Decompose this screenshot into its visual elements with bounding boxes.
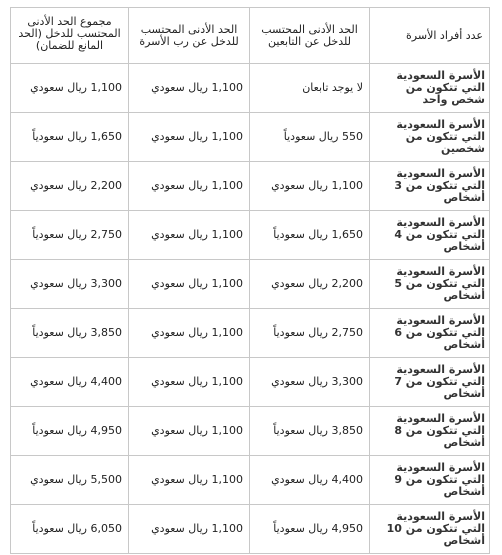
dependents-amount-cell: 2,200 ريال سعودي <box>250 260 370 309</box>
head-amount-cell: 1,100 ريال سعودي <box>129 358 250 407</box>
head-amount-cell: 1,100 ريال سعودي <box>129 64 250 113</box>
dependents-amount-cell: 1,650 ريال سعودياً <box>250 211 370 260</box>
head-amount-cell: 1,100 ريال سعودي <box>129 260 250 309</box>
header-family-members: عدد أفراد الأسرة <box>370 8 490 64</box>
total-amount-cell: 3,850 ريال سعودياً <box>11 309 129 358</box>
family-size-cell: الأسرة السعودية التي تتكون من شخص واحد <box>370 64 490 113</box>
family-size-cell: الأسرة السعودية التي تتكون من 4 أشخاص <box>370 211 490 260</box>
head-amount-cell: 1,100 ريال سعودي <box>129 162 250 211</box>
dependents-amount-cell: 3,850 ريال سعودياً <box>250 407 370 456</box>
total-amount-cell: 1,650 ريال سعودياً <box>11 113 129 162</box>
head-amount-cell: 1,100 ريال سعودي <box>129 456 250 505</box>
table-row <box>11 407 490 456</box>
total-amount-cell: 1,100 ريال سعودي <box>11 64 129 113</box>
total-amount-cell: 4,950 ريال سعودياً <box>11 407 129 456</box>
income-threshold-table <box>10 7 490 554</box>
table-row <box>11 456 490 505</box>
family-size-cell: الأسرة السعودية التي تتكون من 9 أشخاص <box>370 456 490 505</box>
table-row <box>11 260 490 309</box>
dependents-amount-cell: 550 ريال سعودياً <box>250 113 370 162</box>
dependents-amount-cell: 3,300 ريال سعودي <box>250 358 370 407</box>
total-amount-cell: 2,750 ريال سعودياً <box>11 211 129 260</box>
head-amount-cell: 1,100 ريال سعودي <box>129 505 250 554</box>
table-row <box>11 505 490 554</box>
header-total-minimum: مجموع الحد الأدنى المحتسب للدخل (الحد المانع للضمان) <box>11 8 129 64</box>
family-size-cell: الأسرة السعودية التي تتكون من 7 أشخاص <box>370 358 490 407</box>
dependents-amount-cell: 2,750 ريال سعودياً <box>250 309 370 358</box>
total-amount-cell: 5,500 ريال سعودي <box>11 456 129 505</box>
dependents-amount-cell: 4,400 ريال سعودي <box>250 456 370 505</box>
head-amount-cell: 1,100 ريال سعودي <box>129 211 250 260</box>
header-row <box>11 8 490 64</box>
table-row <box>11 309 490 358</box>
total-amount-cell: 3,300 ريال سعودي <box>11 260 129 309</box>
head-amount-cell: 1,100 ريال سعودي <box>129 407 250 456</box>
table-row <box>11 162 490 211</box>
family-size-cell: الأسرة السعودية التي تتكون من 8 أشخاص <box>370 407 490 456</box>
total-amount-cell: 6,050 ريال سعودياً <box>11 505 129 554</box>
dependents-amount-cell: 4,950 ريال سعودياً <box>250 505 370 554</box>
family-size-cell: الأسرة السعودية التي تتكون من 3 أشخاص <box>370 162 490 211</box>
family-size-cell: الأسرة السعودية التي تتكون من 5 أشخاص <box>370 260 490 309</box>
table-row <box>11 64 490 113</box>
table-row <box>11 113 490 162</box>
dependents-amount-cell: 1,100 ريال سعودي <box>250 162 370 211</box>
total-amount-cell: 2,200 ريال سعودي <box>11 162 129 211</box>
table-row <box>11 358 490 407</box>
header-head-minimum: الحد الأدنى المحتسب للدخل عن رب الأسرة <box>129 8 250 64</box>
family-size-cell: الأسرة السعودية التي تتكون من 10 أشخاص <box>370 505 490 554</box>
head-amount-cell: 1,100 ريال سعودي <box>129 309 250 358</box>
family-size-cell: الأسرة السعودية التي تتكون من شخصين <box>370 113 490 162</box>
head-amount-cell: 1,100 ريال سعودي <box>129 113 250 162</box>
total-amount-cell: 4,400 ريال سعودي <box>11 358 129 407</box>
table-row <box>11 211 490 260</box>
header-dependents-minimum: الحد الأدنى المحتسب للدخل عن التابعين <box>250 8 370 64</box>
dependents-amount-cell: لا يوجد تابعان <box>250 64 370 113</box>
family-size-cell: الأسرة السعودية التي تتكون من 6 أشخاص <box>370 309 490 358</box>
